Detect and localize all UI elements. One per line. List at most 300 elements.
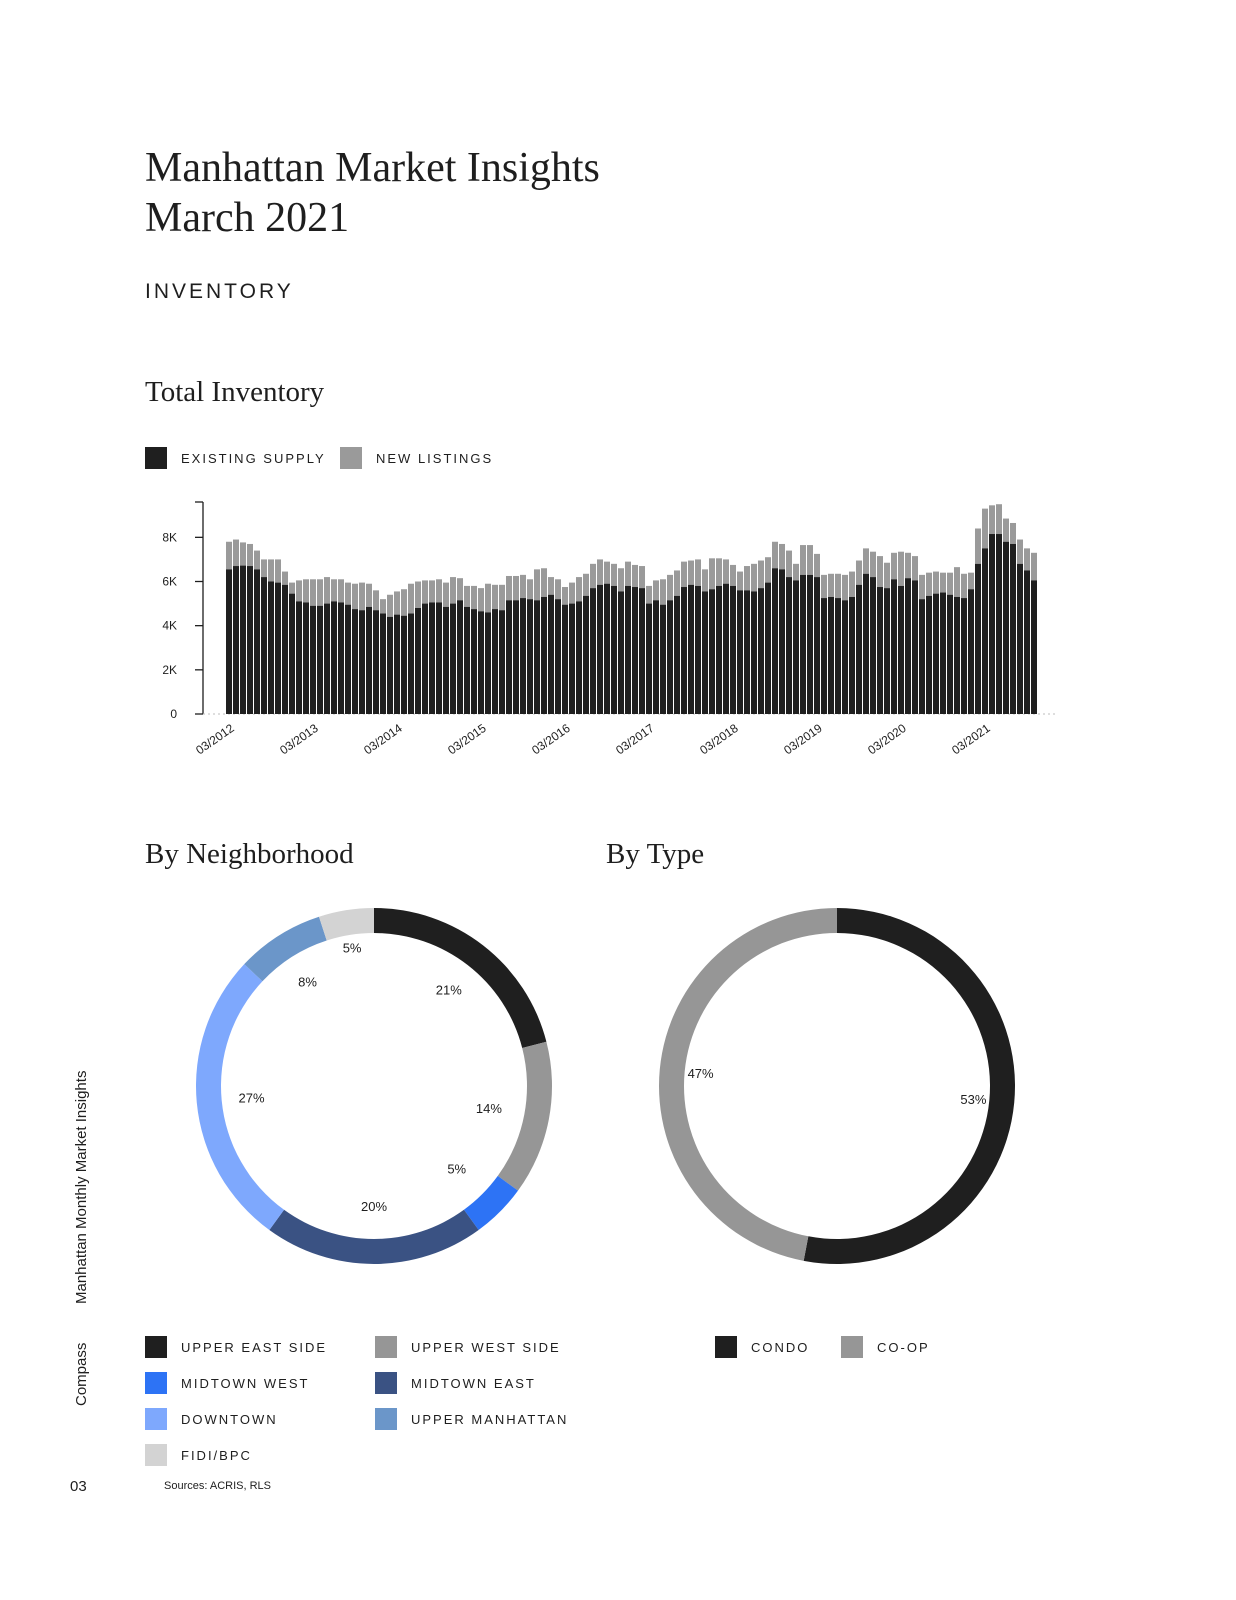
bar-existing-supply <box>338 602 344 714</box>
bar-existing-supply <box>233 566 239 714</box>
total-inventory-title: Total Inventory <box>145 376 325 408</box>
legend-downtown <box>145 1408 278 1430</box>
x-tick-label: 03/2021 <box>949 720 993 758</box>
y-tick-label: 6K <box>162 574 177 589</box>
bar-new-listings <box>800 545 806 575</box>
bar-new-listings <box>898 552 904 586</box>
bar-new-listings <box>905 553 911 578</box>
bar-new-listings <box>772 542 778 569</box>
bar-new-listings <box>268 559 274 581</box>
bar-existing-supply <box>821 598 827 714</box>
bar-new-listings <box>632 565 638 587</box>
legend-label-condo: CONDO <box>751 1339 810 1355</box>
bar-new-listings <box>450 577 456 604</box>
bar-new-listings <box>317 579 323 606</box>
bar-new-listings <box>401 589 407 615</box>
bar-new-listings <box>814 554 820 577</box>
bar-new-listings <box>387 595 393 617</box>
legend-swatch-existing <box>145 447 167 469</box>
slice-label: 8% <box>298 974 317 990</box>
bar-existing-supply <box>842 600 848 714</box>
bar-existing-supply <box>520 598 526 714</box>
bar-new-listings <box>891 553 897 580</box>
bar-new-listings <box>541 568 547 597</box>
legend-swatch-upper-manhattan <box>375 1408 397 1430</box>
bar-existing-supply <box>709 589 715 714</box>
bar-existing-supply <box>492 609 498 714</box>
bar-new-listings <box>359 583 365 611</box>
bar-existing-supply <box>765 583 771 714</box>
bar-new-listings <box>954 567 960 597</box>
bar-existing-supply <box>611 586 617 714</box>
x-tick-label: 03/2014 <box>361 720 405 758</box>
bar-existing-supply <box>576 601 582 714</box>
donut-slice <box>269 1210 478 1264</box>
bar-existing-supply <box>891 579 897 714</box>
bar-existing-supply <box>863 574 869 714</box>
bar-existing-supply <box>968 589 974 714</box>
bar-existing-supply <box>898 586 904 714</box>
bar-existing-supply <box>373 610 379 714</box>
bar-new-listings <box>275 559 281 582</box>
bar-new-listings <box>520 575 526 598</box>
bar-new-listings <box>331 579 337 601</box>
bar-new-listings <box>1010 523 1016 544</box>
bar-existing-supply <box>814 577 820 714</box>
bar-existing-supply <box>695 586 701 714</box>
bar-existing-supply <box>870 577 876 714</box>
legend-label-upper-manhattan: UPPER MANHATTAN <box>411 1411 569 1427</box>
bar-new-listings <box>422 580 428 603</box>
bar-new-listings <box>366 584 372 607</box>
bar-new-listings <box>982 509 988 549</box>
bar-new-listings <box>436 579 442 602</box>
bar-new-listings <box>646 586 652 604</box>
bar-existing-supply <box>828 597 834 714</box>
bar-existing-supply <box>345 605 351 714</box>
bar-new-listings <box>863 548 869 573</box>
bar-new-listings <box>730 565 736 586</box>
bar-new-listings <box>765 557 771 582</box>
legend-upper-manhattan <box>375 1408 568 1430</box>
bar-existing-supply <box>772 568 778 714</box>
bar-existing-supply <box>296 601 302 714</box>
bar-new-listings <box>261 559 267 577</box>
bar-existing-supply <box>240 566 246 714</box>
section-heading: INVENTORY <box>145 280 294 303</box>
legend-swatch-coop <box>841 1336 863 1358</box>
bar-new-listings <box>457 578 463 600</box>
bar-existing-supply <box>758 588 764 714</box>
bar-new-listings <box>793 564 799 581</box>
bar-existing-supply <box>359 610 365 714</box>
legend-fidi-bpc <box>145 1444 252 1466</box>
bar-existing-supply <box>884 588 890 714</box>
side-label-publication: Manhattan Monthly Market Insights <box>73 1070 90 1304</box>
bar-existing-supply <box>317 606 323 714</box>
bar-existing-supply <box>912 580 918 714</box>
bar-existing-supply <box>1024 570 1030 714</box>
bar-new-listings <box>324 577 330 604</box>
x-tick-label: 03/2020 <box>865 720 909 758</box>
bar-new-listings <box>674 570 680 595</box>
slice-label: 27% <box>238 1090 265 1106</box>
bar-new-listings <box>443 583 449 607</box>
bar-existing-supply <box>1003 542 1009 714</box>
bar-existing-supply <box>730 586 736 714</box>
bar-existing-supply <box>751 591 757 714</box>
legend-label-midtown-west: MIDTOWN WEST <box>181 1375 310 1391</box>
legend-midtown-east <box>375 1372 536 1394</box>
bar-new-listings <box>1024 548 1030 570</box>
bar-existing-supply <box>268 582 274 715</box>
bar-existing-supply <box>555 599 561 714</box>
bar-new-listings <box>373 590 379 610</box>
bar-existing-supply <box>604 584 610 714</box>
bar-new-listings <box>604 562 610 584</box>
bar-existing-supply <box>625 586 631 714</box>
legend-label-coop: CO-OP <box>877 1339 930 1355</box>
bar-existing-supply <box>534 600 540 714</box>
legend-label-new: NEW LISTINGS <box>376 450 494 466</box>
bar-new-listings <box>576 577 582 601</box>
donut-slice <box>244 917 326 982</box>
bar-new-listings <box>597 559 603 584</box>
bar-new-listings <box>310 579 316 606</box>
bar-existing-supply <box>856 585 862 714</box>
bar-new-listings <box>1017 540 1023 564</box>
x-tick-label: 03/2016 <box>529 720 573 758</box>
bar-existing-supply <box>786 577 792 714</box>
bar-new-listings <box>996 504 1002 534</box>
y-tick-label: 8K <box>162 530 177 545</box>
bar-new-listings <box>534 569 540 600</box>
legend-label-downtown: DOWNTOWN <box>181 1411 278 1427</box>
bar-existing-supply <box>779 569 785 714</box>
legend-label-midtown-east: MIDTOWN EAST <box>411 1375 536 1391</box>
y-tick-label: 2K <box>162 662 177 677</box>
bar-new-listings <box>912 556 918 580</box>
bar-existing-supply <box>464 607 470 714</box>
bar-new-listings <box>478 588 484 611</box>
bar-new-listings <box>744 566 750 590</box>
bar-existing-supply <box>597 585 603 714</box>
bar-new-listings <box>856 561 862 585</box>
bar-new-listings <box>492 585 498 609</box>
slice-label: 14% <box>475 1100 502 1116</box>
bar-new-listings <box>779 544 785 569</box>
bar-existing-supply <box>331 601 337 714</box>
bar-existing-supply <box>562 605 568 714</box>
bar-existing-supply <box>352 609 358 714</box>
bar-existing-supply <box>737 590 743 714</box>
bar-existing-supply <box>590 588 596 714</box>
y-tick-label: 0 <box>170 707 177 721</box>
bar-existing-supply <box>744 590 750 714</box>
bar-new-listings <box>709 558 715 589</box>
bar-new-listings <box>408 584 414 614</box>
legend-swatch-fidi-bpc <box>145 1444 167 1466</box>
bar-existing-supply <box>548 595 554 714</box>
bar-new-listings <box>639 566 645 588</box>
bar-existing-supply <box>919 599 925 714</box>
bar-new-listings <box>702 569 708 591</box>
legend-swatch-downtown <box>145 1408 167 1430</box>
bar-existing-supply <box>506 600 512 714</box>
total-inventory-chart <box>0 480 1236 800</box>
legend-label-upper-west-side: UPPER WEST SIDE <box>411 1339 561 1355</box>
bar-existing-supply <box>226 569 232 714</box>
x-tick-label: 03/2017 <box>613 720 657 758</box>
bar-existing-supply <box>807 575 813 714</box>
bar-new-listings <box>758 561 764 589</box>
bar-new-listings <box>989 505 995 534</box>
legend-swatch-upper-east-side <box>145 1336 167 1358</box>
bar-new-listings <box>849 572 855 597</box>
by-neighborhood-title: By Neighborhood <box>145 838 354 870</box>
legend-label-upper-east-side: UPPER EAST SIDE <box>181 1339 328 1355</box>
bar-new-listings <box>737 572 743 591</box>
bar-existing-supply <box>667 600 673 714</box>
bar-new-listings <box>968 573 974 590</box>
bar-existing-supply <box>443 607 449 714</box>
legend-swatch-new <box>340 447 362 469</box>
bar-existing-supply <box>261 577 267 714</box>
legend-swatch-upper-west-side <box>375 1336 397 1358</box>
bar-existing-supply <box>366 607 372 714</box>
bar-new-listings <box>807 545 813 575</box>
donut-slice <box>498 1042 552 1191</box>
bar-new-listings <box>975 529 981 564</box>
donut-slice <box>374 908 546 1048</box>
bar-new-listings <box>933 572 939 594</box>
bar-new-listings <box>499 585 505 610</box>
bar-existing-supply <box>800 575 806 714</box>
bar-existing-supply <box>387 617 393 714</box>
by-type-title: By Type <box>606 838 705 870</box>
bar-existing-supply <box>646 604 652 714</box>
legend-label-fidi-bpc: FIDI/BPC <box>181 1447 252 1463</box>
bar-new-listings <box>569 583 575 604</box>
bar-new-listings <box>751 564 757 592</box>
bar-new-listings <box>303 579 309 602</box>
bar-new-listings <box>947 573 953 595</box>
bar-new-listings <box>828 574 834 597</box>
donut-slice <box>804 908 1015 1264</box>
bar-new-listings <box>394 591 400 614</box>
bar-existing-supply <box>478 611 484 714</box>
bar-new-listings <box>527 579 533 599</box>
report-title-line2: March 2021 <box>145 195 350 241</box>
bar-existing-supply <box>429 602 435 714</box>
bar-existing-supply <box>450 604 456 714</box>
bar-new-listings <box>345 583 351 605</box>
bar-new-listings <box>716 558 722 586</box>
legend-upper-east-side <box>145 1336 327 1358</box>
legend-condo <box>715 1336 809 1358</box>
bar-existing-supply <box>716 586 722 714</box>
bar-new-listings <box>352 584 358 609</box>
slice-label: 5% <box>447 1161 467 1177</box>
legend-upper-west-side <box>375 1336 561 1358</box>
bar-existing-supply <box>1031 580 1037 714</box>
legend-swatch-condo <box>715 1336 737 1358</box>
bar-new-listings <box>723 559 729 583</box>
bar-existing-supply <box>905 578 911 714</box>
bar-new-listings <box>254 551 260 570</box>
bar-existing-supply <box>401 616 407 714</box>
legend-midtown-west <box>145 1372 309 1394</box>
bar-existing-supply <box>877 587 883 714</box>
bar-new-listings <box>660 579 666 604</box>
bar-existing-supply <box>282 585 288 714</box>
bar-new-listings <box>919 575 925 599</box>
bar-existing-supply <box>324 604 330 714</box>
page-number: 03 <box>70 1478 87 1495</box>
bar-new-listings <box>506 576 512 600</box>
bar-existing-supply <box>254 569 260 714</box>
legend-new-listings <box>340 447 493 469</box>
bar-new-listings <box>695 559 701 586</box>
slice-label: 53% <box>960 1091 987 1107</box>
slice-label: 5% <box>342 940 362 956</box>
bar-new-listings <box>548 577 554 595</box>
bar-new-listings <box>562 587 568 605</box>
neighborhood-donut-chart <box>174 886 574 1286</box>
bar-new-listings <box>338 579 344 602</box>
bar-existing-supply <box>394 615 400 714</box>
x-tick-label: 03/2012 <box>193 720 237 758</box>
bar-existing-supply <box>933 594 939 714</box>
bar-existing-supply <box>583 596 589 714</box>
bar-existing-supply <box>975 564 981 714</box>
bar-new-listings <box>471 586 477 609</box>
sources-note: Sources: ACRIS, RLS <box>164 1480 271 1492</box>
bar-new-listings <box>429 580 435 602</box>
bar-existing-supply <box>513 600 519 714</box>
bar-existing-supply <box>527 599 533 714</box>
bar-new-listings <box>1003 519 1009 542</box>
bar-existing-supply <box>723 584 729 714</box>
bar-new-listings <box>296 580 302 601</box>
bar-new-listings <box>485 584 491 613</box>
report-title-line1: Manhattan Market Insights <box>145 145 600 191</box>
bar-existing-supply <box>660 605 666 714</box>
legend-swatch-midtown-east <box>375 1372 397 1394</box>
bar-existing-supply <box>380 614 386 714</box>
bar-new-listings <box>240 542 246 565</box>
bar-new-listings <box>233 540 239 567</box>
bar-existing-supply <box>793 580 799 714</box>
bar-new-listings <box>961 574 967 598</box>
bar-new-listings <box>555 579 561 599</box>
bar-existing-supply <box>849 597 855 714</box>
legend-existing-supply <box>145 447 326 469</box>
bar-new-listings <box>940 573 946 593</box>
legend-coop <box>841 1336 930 1358</box>
bar-existing-supply <box>1017 564 1023 714</box>
bar-existing-supply <box>415 608 421 714</box>
bar-existing-supply <box>835 598 841 714</box>
bar-existing-supply <box>471 609 477 714</box>
bar-existing-supply <box>569 604 575 714</box>
bar-existing-supply <box>653 600 659 714</box>
slice-label: 20% <box>360 1199 388 1214</box>
bar-new-listings <box>786 551 792 578</box>
side-label-brand: Compass <box>73 1342 90 1406</box>
bar-new-listings <box>415 582 421 609</box>
bar-new-listings <box>513 576 519 600</box>
bar-existing-supply <box>485 612 491 714</box>
bar-new-listings <box>611 564 617 586</box>
x-tick-label: 03/2015 <box>445 720 489 758</box>
y-tick-label: 4K <box>162 618 177 633</box>
bar-existing-supply <box>303 602 309 714</box>
bar-new-listings <box>688 561 694 585</box>
bar-new-listings <box>282 572 288 585</box>
bar-existing-supply <box>457 600 463 714</box>
bar-existing-supply <box>954 597 960 714</box>
bar-existing-supply <box>961 598 967 714</box>
bar-new-listings <box>380 599 386 613</box>
bar-existing-supply <box>618 591 624 714</box>
bar-new-listings <box>653 580 659 600</box>
donut-slice <box>659 908 837 1261</box>
bar-new-listings <box>926 573 932 596</box>
bar-existing-supply <box>247 566 253 714</box>
legend-label-existing: EXISTING SUPPLY <box>181 450 326 466</box>
bar-new-listings <box>835 574 841 598</box>
legend-swatch-midtown-west <box>145 1372 167 1394</box>
bar-existing-supply <box>289 594 295 714</box>
bar-existing-supply <box>639 588 645 714</box>
bar-existing-supply <box>310 606 316 714</box>
bar-new-listings <box>667 575 673 600</box>
bar-existing-supply <box>632 587 638 714</box>
bar-existing-supply <box>436 602 442 714</box>
bar-new-listings <box>870 552 876 577</box>
x-tick-label: 03/2019 <box>781 720 825 758</box>
x-tick-label: 03/2018 <box>697 720 741 758</box>
bar-existing-supply <box>996 534 1002 714</box>
bar-new-listings <box>583 574 589 596</box>
bar-existing-supply <box>926 596 932 714</box>
bar-existing-supply <box>408 614 414 714</box>
bar-new-listings <box>618 568 624 591</box>
bar-existing-supply <box>989 534 995 714</box>
donut-slice <box>319 908 374 940</box>
bar-existing-supply <box>275 583 281 714</box>
bar-new-listings <box>1031 553 1037 581</box>
bar-existing-supply <box>499 610 505 714</box>
bar-existing-supply <box>940 593 946 714</box>
x-tick-label: 03/2013 <box>277 720 321 758</box>
bar-existing-supply <box>982 548 988 714</box>
bar-new-listings <box>226 542 232 570</box>
bar-existing-supply <box>681 587 687 714</box>
bar-existing-supply <box>702 591 708 714</box>
bar-new-listings <box>625 562 631 586</box>
bar-new-listings <box>877 556 883 587</box>
bar-existing-supply <box>947 595 953 714</box>
bar-new-listings <box>289 583 295 594</box>
bar-new-listings <box>247 544 253 566</box>
bar-existing-supply <box>422 604 428 714</box>
bar-new-listings <box>590 564 596 588</box>
bar-new-listings <box>464 586 470 607</box>
bar-new-listings <box>884 563 890 588</box>
report-title <box>145 143 600 243</box>
